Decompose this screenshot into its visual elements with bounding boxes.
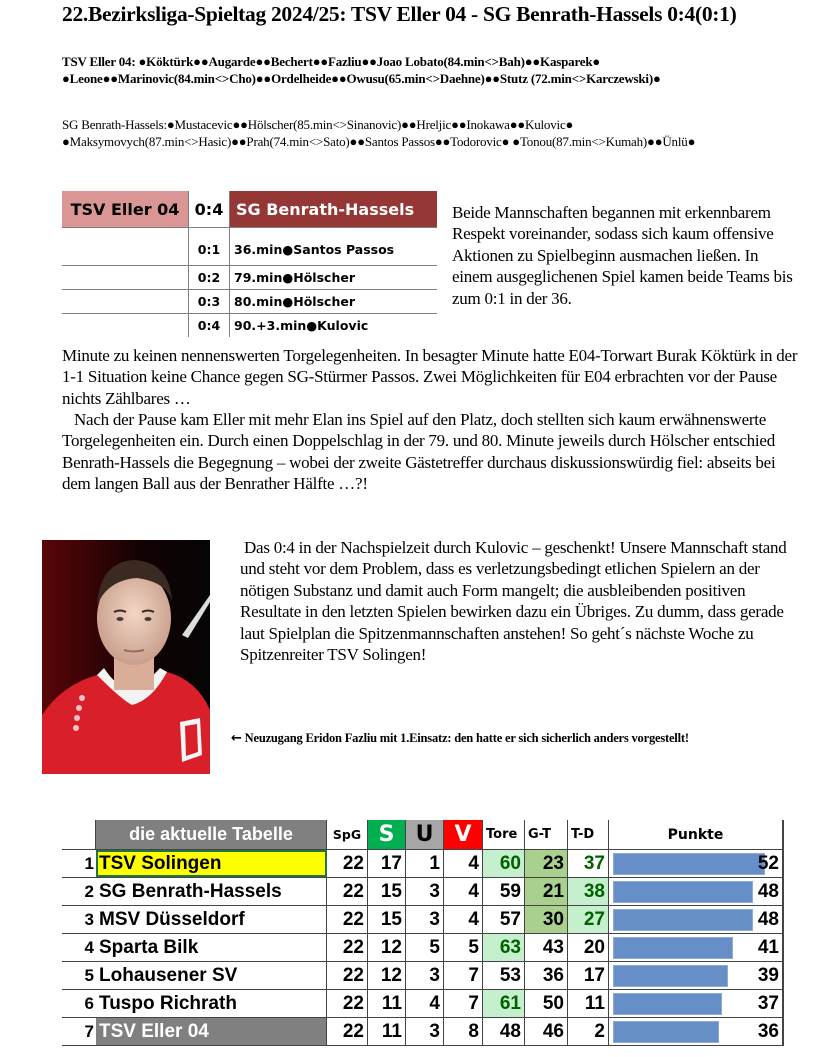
wins-cell: 15 xyxy=(368,906,406,933)
standings-row xyxy=(62,934,784,962)
points-cell xyxy=(609,990,784,1017)
points-cell xyxy=(609,1018,784,1045)
col-header-goals-against: G-T xyxy=(525,820,568,849)
goals-cell: 57 xyxy=(483,906,525,933)
points-bar xyxy=(613,853,765,875)
wins-cell: 12 xyxy=(368,962,406,989)
away-lineup: SG Benrath-Hassels:●Mustacevic●●Hölscher(85.min<>Sinanovic)●●Hreljic●●Inokawa●●Kulovic● ●Maksymovych(87.min<>Hasic)●●Prah(74.min<>Sato)●●Santos Passos●●Todorovic● ●Tonou(87.min<>Kumah)●●Ünlü● xyxy=(62,117,696,149)
points-value: 39 xyxy=(757,964,779,986)
standings-row xyxy=(62,990,784,1018)
points-bar xyxy=(613,909,753,931)
wins-cell: 12 xyxy=(368,934,406,961)
col-header-goals: Tore xyxy=(483,820,525,849)
points-cell xyxy=(609,934,784,961)
goals-against-cell: 50 xyxy=(525,990,568,1017)
rank-cell: 6 xyxy=(84,993,94,1013)
draws-cell: 3 xyxy=(406,906,444,933)
goal-diff-cell: 17 xyxy=(568,962,609,989)
games-played-cell: 22 xyxy=(327,934,368,961)
wins-cell: 11 xyxy=(368,990,406,1017)
losses-cell: 5 xyxy=(444,934,483,961)
points-value: 37 xyxy=(757,992,779,1014)
rank-cell: 3 xyxy=(84,909,94,929)
draws-cell: 5 xyxy=(406,934,444,961)
goal-event: 79.min●Hölscher xyxy=(229,266,437,289)
games-played-cell: 22 xyxy=(327,850,368,877)
points-value: 41 xyxy=(757,936,779,958)
wins-cell: 11 xyxy=(368,1018,406,1045)
goal-row xyxy=(62,290,437,314)
points-value: 48 xyxy=(757,908,779,930)
goals-against-cell: 23 xyxy=(525,850,568,877)
col-header-draws: U xyxy=(406,820,444,849)
rank-cell: 2 xyxy=(84,881,94,901)
team-name-cell: SG Benrath-Hassels xyxy=(96,878,327,905)
standings-row xyxy=(62,962,784,990)
col-header-points: Punkte xyxy=(609,820,784,849)
home-lineup: TSV Eller 04: ●Köktürk●●Augarde●●Bechert●●Fazliu●●Joao Lobato(84.min<>Bah)●●Kasparek● ●Leone●●Marinovic(84.min<>Cho)●●Ordelheide●●Owusu(65.min<>Daehne)●●Stutz (72.min<>Karczewski)● xyxy=(62,54,661,86)
points-value: 48 xyxy=(757,880,779,902)
standings-header xyxy=(62,820,784,850)
points-bar xyxy=(613,965,728,987)
article-paragraph-4: Das 0:4 in der Nachspielzeit durch Kulovic – geschenkt! Unsere Mannschaft stand und steht vor dem Problem, dass es verletzungsbedingt etlichen Spielern an der nötigen Substanz und damit auch Form mangelt; die ausbleibenden positiven Resultate in den letzten Spielen bewirken dazu ein Übriges. Zu dumm, dass gerade laut Spielplan die Spitzenmannschaften anstehen! So geht´s nächste Woche zu Spitzenreiter TSV Solingen! xyxy=(240,538,787,665)
wins-cell: 15 xyxy=(368,878,406,905)
article-paragraph-1: Beide Mannschaften begannen mit erkennbarem Respekt voreinander, sodass sich kaum offensive Aktionen zu Spielbeginn ausmachen ließen. In einem ausgeglichenen Spiel kamen beide Teams bis zum 0:1 in der 36. xyxy=(452,203,793,308)
goal-diff-cell: 2 xyxy=(568,1018,609,1045)
team-name-cell: Sparta Bilk xyxy=(96,934,327,961)
photo-caption xyxy=(231,729,791,748)
games-played-cell: 22 xyxy=(327,878,368,905)
team-name-cell: Lohausener SV xyxy=(96,962,327,989)
goals-cell: 53 xyxy=(483,962,525,989)
scorebox-header xyxy=(62,191,437,228)
standings-row xyxy=(62,850,784,878)
goal-row xyxy=(62,228,437,266)
points-bar xyxy=(613,937,733,959)
goals-against-cell: 30 xyxy=(525,906,568,933)
losses-cell: 4 xyxy=(444,906,483,933)
points-cell xyxy=(609,878,784,905)
standings-table xyxy=(62,820,784,1046)
goal-diff-cell: 11 xyxy=(568,990,609,1017)
losses-cell: 7 xyxy=(444,990,483,1017)
rank-cell: 1 xyxy=(84,853,94,873)
team-name-cell: MSV Düsseldorf xyxy=(96,906,327,933)
goals-cell: 59 xyxy=(483,878,525,905)
games-played-cell: 22 xyxy=(327,962,368,989)
goal-event: 80.min●Hölscher xyxy=(229,290,437,313)
article-paragraph-3: Nach der Pause kam Eller mit mehr Elan ins Spiel auf den Platz, doch stellten sich kaum erwähnenswerte Torgelegenheiten ein. Durch einen Doppelschlag in der 79. und 80. Minute jeweils durch Hölscher entschied Benrath-Hassels die Begegnung – wobei der zweite Gästetreffer durchaus diskussionswürdig fiel: abseits bei dem langen Ball aus der Benrather Hälfte …?! xyxy=(62,410,776,494)
away-team-name: SG Benrath-Hassels xyxy=(229,191,437,227)
standings-row xyxy=(62,906,784,934)
points-cell xyxy=(609,962,784,989)
goal-row xyxy=(62,266,437,290)
player-portrait-image xyxy=(42,540,210,774)
goals-against-cell: 21 xyxy=(525,878,568,905)
points-bar xyxy=(613,1021,719,1043)
team-name-cell: Tuspo Richrath xyxy=(96,990,327,1017)
standings-body xyxy=(62,850,784,1046)
article-title: 22.Bezirksliga-Spieltag 2024/25: TSV Eller 04 - SG Benrath-Hassels 0:4(0:1) xyxy=(62,2,737,26)
points-cell xyxy=(609,850,784,877)
losses-cell: 7 xyxy=(444,962,483,989)
goals-against-cell: 36 xyxy=(525,962,568,989)
losses-cell: 4 xyxy=(444,850,483,877)
draws-cell: 4 xyxy=(406,990,444,1017)
games-played-cell: 22 xyxy=(327,906,368,933)
draws-cell: 1 xyxy=(406,850,444,877)
goal-score: 0:1 xyxy=(188,228,229,265)
arrow-left-icon: ← xyxy=(231,731,242,746)
rank-cell: 7 xyxy=(84,1021,94,1041)
points-value: 36 xyxy=(757,1020,779,1042)
standings-row xyxy=(62,1018,784,1046)
final-score: 0:4 xyxy=(189,191,229,227)
standings-title: die aktuelle Tabelle xyxy=(96,820,327,849)
points-cell xyxy=(609,906,784,933)
scorebox xyxy=(62,191,437,337)
games-played-cell: 22 xyxy=(327,1018,368,1045)
col-header-goal-diff: T-D xyxy=(568,820,609,849)
player-photo xyxy=(42,540,210,774)
rank-cell: 4 xyxy=(84,937,94,957)
home-team-name: TSV Eller 04 xyxy=(62,191,189,227)
goal-score: 0:3 xyxy=(188,290,229,313)
photo-caption-text: Neuzugang Eridon Fazliu mit 1.Einsatz: den hatte er sich sicherlich anders vorgestellt! xyxy=(244,731,689,745)
goal-score: 0:4 xyxy=(188,314,229,337)
draws-cell: 3 xyxy=(406,962,444,989)
points-bar xyxy=(613,993,722,1015)
article-paragraph-2: Minute zu keinen nennenswerten Torgelegenheiten. In besagter Minute hatte E04-Torwart Burak Köktürk in der 1-1 Situation keine Chance gegen SG-Stürmer Passos. Zwei Möglichkeiten für E04 erbrachten vor der Pause nichts Zählbares … xyxy=(62,346,798,408)
goal-diff-cell: 27 xyxy=(568,906,609,933)
draws-cell: 3 xyxy=(406,1018,444,1045)
col-header-spg: SpG xyxy=(327,820,368,849)
team-name-cell: TSV Solingen xyxy=(96,850,327,877)
wins-cell: 17 xyxy=(368,850,406,877)
goals-cell: 63 xyxy=(483,934,525,961)
games-played-cell: 22 xyxy=(327,990,368,1017)
points-value: 52 xyxy=(757,852,779,874)
losses-cell: 8 xyxy=(444,1018,483,1045)
goals-cell: 60 xyxy=(483,850,525,877)
goal-event: 90.+3.min●Kulovic xyxy=(229,314,437,337)
points-bar xyxy=(613,881,753,903)
goals-cell: 48 xyxy=(483,1018,525,1045)
rank-cell: 5 xyxy=(84,965,94,985)
goal-diff-cell: 37 xyxy=(568,850,609,877)
goal-diff-cell: 20 xyxy=(568,934,609,961)
goal-row xyxy=(62,314,437,337)
draws-cell: 3 xyxy=(406,878,444,905)
goals-cell: 61 xyxy=(483,990,525,1017)
goal-event: 36.min●Santos Passos xyxy=(229,228,437,265)
losses-cell: 4 xyxy=(444,878,483,905)
team-name-cell: TSV Eller 04 xyxy=(96,1018,327,1045)
goals-against-cell: 46 xyxy=(525,1018,568,1045)
goal-score: 0:2 xyxy=(188,266,229,289)
goals-against-cell: 43 xyxy=(525,934,568,961)
standings-row xyxy=(62,878,784,906)
col-header-losses: V xyxy=(444,820,483,849)
col-header-wins: S xyxy=(368,820,406,849)
goal-diff-cell: 38 xyxy=(568,878,609,905)
